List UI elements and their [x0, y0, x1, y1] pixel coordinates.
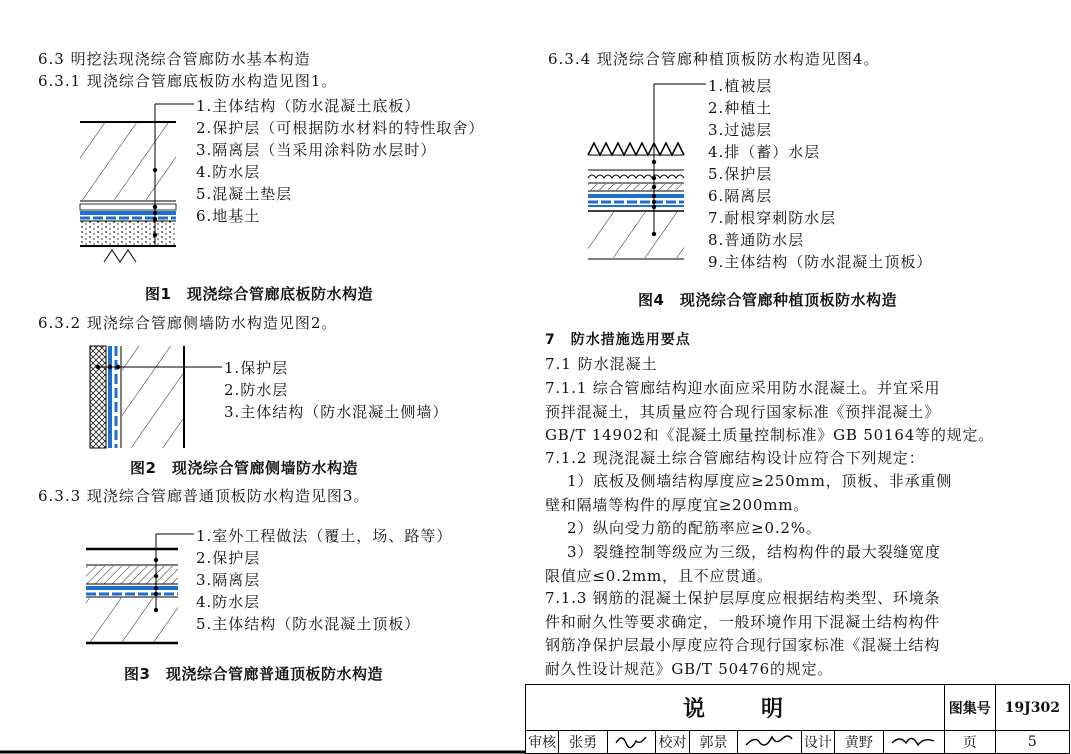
atlas-number: 19J302 — [995, 685, 1069, 731]
fig3-drawing — [86, 534, 194, 643]
checker-signature — [738, 731, 802, 754]
paragraph-7-1-1-line-2: 预拌混凝土，其质量应符合现行国家标准《预拌混凝土》 — [545, 402, 941, 421]
fig2-layer-3: 3.主体结构（防水混凝土侧墙） — [224, 403, 449, 421]
fig3-layer-4: 4.防水层 — [196, 593, 261, 611]
fig1-layer-2: 2.保护层（可根据防水材料的特性取舍） — [196, 119, 485, 137]
designer-signature — [883, 731, 944, 754]
fig3-layer-5: 5.主体结构（防水混凝土顶板） — [196, 615, 421, 633]
fig2-caption: 图2 现浇综合管廊侧墙防水构造 — [130, 459, 358, 477]
reviewer-signature — [607, 731, 655, 754]
fig4-layer-8: 8.普通防水层 — [708, 231, 805, 249]
fig4-layer-9: 9.主体结构（防水混凝土顶板） — [708, 253, 933, 271]
fig1-drawing — [80, 104, 194, 262]
fig1-layer-3: 3.隔离层（当采用涂料防水层时） — [196, 141, 437, 159]
section-heading-7: 7 防水措施选用要点 — [545, 332, 691, 348]
designer-name: 黄野 — [835, 731, 883, 754]
paragraph-7-1-3-line-3: 钢筋净保护层最小厚度应符合现行国家标准《混凝土结构 — [545, 636, 941, 654]
paragraph-7-1-1-line-1: 7.1.1 综合管廊结构迎水面应采用防水混凝土。并宜采用 — [545, 379, 941, 397]
item-3-line-2: 限值应≤0.2mm，且不应贯通。 — [545, 566, 773, 585]
fig2-layer-1: 1.保护层 — [224, 359, 289, 377]
fig4-layer-3: 3.过滤层 — [708, 121, 773, 139]
section-heading-7-1: 7.1 防水混凝土 — [545, 355, 658, 373]
fig1-layer-4: 4.防水层 — [196, 163, 261, 181]
paragraph-7-1-2: 7.1.2 现浇混凝土综合管廊结构设计应符合下列规定： — [545, 449, 925, 467]
fig4-layer-5: 5.保护层 — [708, 165, 773, 183]
review-label: 审核 — [526, 731, 559, 754]
fig4-caption: 图4 现浇综合管廊种植顶板防水构造 — [638, 291, 897, 309]
fig4-layer-1: 1.植被层 — [708, 77, 773, 95]
fig4-layer-2: 2.种植土 — [708, 99, 773, 117]
atlas-number-label: 图集号 — [944, 685, 995, 731]
section-heading-6-3-1: 6.3.1 现浇综合管廊底板防水构造见图1。 — [38, 72, 338, 90]
fig4-layer-4: 4.排（蓄）水层 — [708, 143, 821, 161]
fig1-layer-6: 6.地基土 — [196, 207, 261, 225]
item-3-line-1: 3）裂缝控制等级应为三级，结构构件的最大裂缝宽度 — [567, 543, 941, 561]
item-1-line-2: 壁和隔墙等构件的厚度宜≥200mm。 — [545, 495, 810, 514]
fig4-layer-7: 7.耐根穿刺防水层 — [708, 209, 837, 227]
paragraph-7-1-1-line-3: GB/T 14902和《混凝土质量控制标准》GB 50164等的规定。 — [545, 426, 995, 444]
fig1-caption: 图1 现浇综合管廊底板防水构造 — [145, 285, 373, 303]
reviewer-name: 张勇 — [559, 731, 607, 754]
paragraph-7-1-3-line-4: 耐久性设计规范》GB/T 50476的规定。 — [545, 659, 834, 678]
section-heading-6-3: 6.3 明挖法现浇综合管廊防水基本构造 — [38, 50, 311, 68]
fig3-layer-2: 2.保护层 — [196, 549, 261, 567]
section-heading-6-3-2: 6.3.2 现浇综合管廊侧墙防水构造见图2。 — [38, 314, 338, 332]
page-label: 页 — [944, 731, 995, 754]
fig1-layer-1: 1.主体结构（防水混凝土底板） — [196, 97, 421, 115]
title-block-title: 说 明 — [526, 685, 945, 731]
check-label: 校对 — [656, 731, 689, 754]
fig4-drawing — [588, 84, 706, 259]
fig2-drawing — [90, 346, 222, 448]
fig1-layer-5: 5.混凝土垫层 — [196, 185, 293, 203]
paragraph-7-1-2-item-2: 2）纵向受力筋的配筋率应≥0.2%。 — [567, 519, 822, 537]
paragraph-7-1-3-line-1: 7.1.3 钢筋的混凝土保护层厚度应根据结构类型、环境条 — [545, 589, 941, 607]
fig3-layer-3: 3.隔离层 — [196, 571, 261, 589]
checker-name: 郭景 — [689, 731, 737, 754]
fig4-layer-6: 6.隔离层 — [708, 187, 773, 205]
page-number: 5 — [995, 731, 1069, 754]
fig3-caption: 图3 现浇综合管廊普通顶板防水构造 — [124, 665, 383, 683]
paragraph-7-1-3-line-2: 件和耐久性等要求确定，一般环境作用下混凝土结构构件 — [545, 612, 941, 631]
item-1-line-1: 1）底板及侧墙结构厚度应≥250mm，顶板、非承重侧 — [567, 472, 952, 490]
fig2-layer-2: 2.防水层 — [224, 381, 289, 399]
section-heading-6-3-4: 6.3.4 现浇综合管廊种植顶板防水构造见图4。 — [548, 50, 880, 68]
title-block — [525, 684, 1070, 754]
design-label: 设计 — [801, 731, 834, 754]
section-heading-6-3-3: 6.3.3 现浇综合管廊普通顶板防水构造见图3。 — [38, 487, 370, 505]
fig3-layer-1: 1.室外工程做法（覆土，场、路等） — [196, 527, 453, 545]
